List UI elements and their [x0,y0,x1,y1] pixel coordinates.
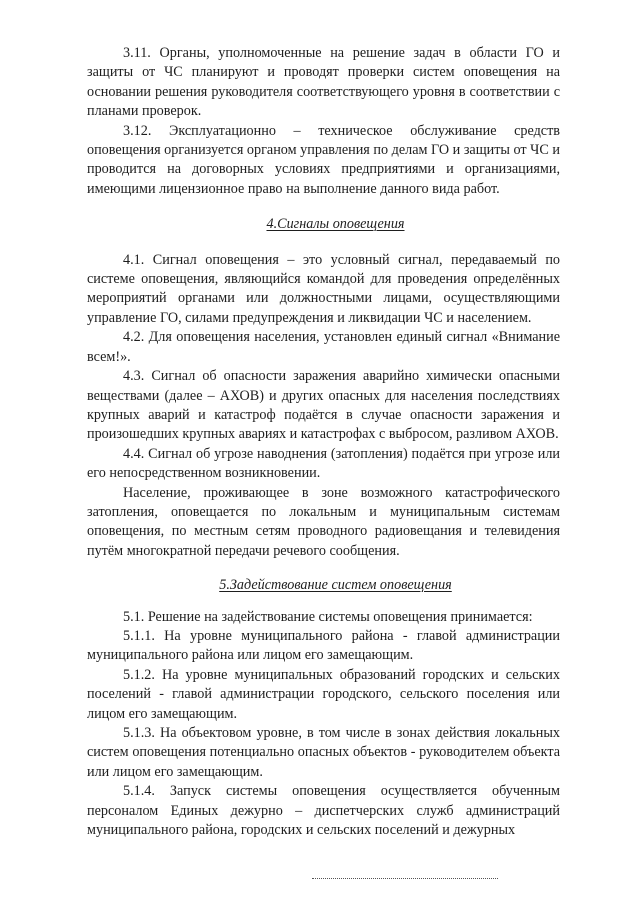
footer-dotted-line [312,878,498,879]
paragraph-4-4: 4.4. Сигнал об угрозе наводнения (затопления) подаётся при угрозе или его непосредственном возникновении. [87,445,560,482]
paragraph-4-1: 4.1. Сигнал оповещения – это условный сигнал, передаваемый по системе оповещения, являющийся командой для проведения определённых мероприятий органами или должностными лицами, осуществляющими управление ГО, силами предупреждения и ликвидации ЧС и населением. [87,251,560,326]
paragraph-4-5: Население, проживающее в зоне возможного катастрофического затопления, оповещается по локальным и муниципальным системам оповещения, по местным сетям проводного радиовещания и телевидения путём многократной передачи речевого сообщения. [87,484,560,559]
paragraph-5-1-1: 5.1.1. На уровне муниципального района - главой администрации муниципального района или лицом его замещающим. [87,627,560,664]
paragraph-4-3: 4.3. Сигнал об опасности заражения аварийно химически опасными веществами (далее – АХОВ) и других опасных для населения последствиях крупных аварий и катастроф подаётся в случае опасности заражения и произошедших крупных авариях и катастрофах с выбросом, разливом АХОВ. [87,368,560,443]
paragraph-5-1-2: 5.1.2. На уровне муниципальных образований городских и сельских поселений - главой администрации городского, сельского поселения или лицом его замещающим. [87,666,560,722]
paragraph-3-12: 3.12. Эксплуатационно – техническое обслуживание средств оповещения организуется органом управления по делам ГО и защиты от ЧС и проводится на договорных условиях предприятиями и организациями, имеющими лицензионное право на выполнение данного вида работ. [87,122,560,197]
paragraph-5-1-4: 5.1.4. Запуск системы оповещения осуществляется обученным персоналом Единых дежурно – диспетчерских служб администраций муниципального района, городских и сельских поселений и дежурных [87,783,560,839]
paragraph-3-11: 3.11. Органы, уполномоченные на решение задач в области ГО и защиты от ЧС планируют и проводят проверки систем оповещения на основании решения руководителя соответствующего уровня в соответствии с планами проверок. [87,45,560,120]
section-5-heading: 5.Задействование систем оповещения [219,577,452,594]
paragraph-5-1-3: 5.1.3. На объектовом уровне, в том числе в зонах действия локальных систем оповещения потенциально опасных объектов - руководителем объекта или лицом его замещающим. [87,725,560,780]
section-4-heading: 4.Сигналы оповещения [266,216,405,233]
document-page [87,44,560,840]
paragraph-4-2: 4.2. Для оповещения населения, установлен единый сигнал «Внимание всем!». [87,329,560,365]
paragraph-5-1: 5.1. Решение на задействование системы оповещения принимается: [123,608,533,625]
